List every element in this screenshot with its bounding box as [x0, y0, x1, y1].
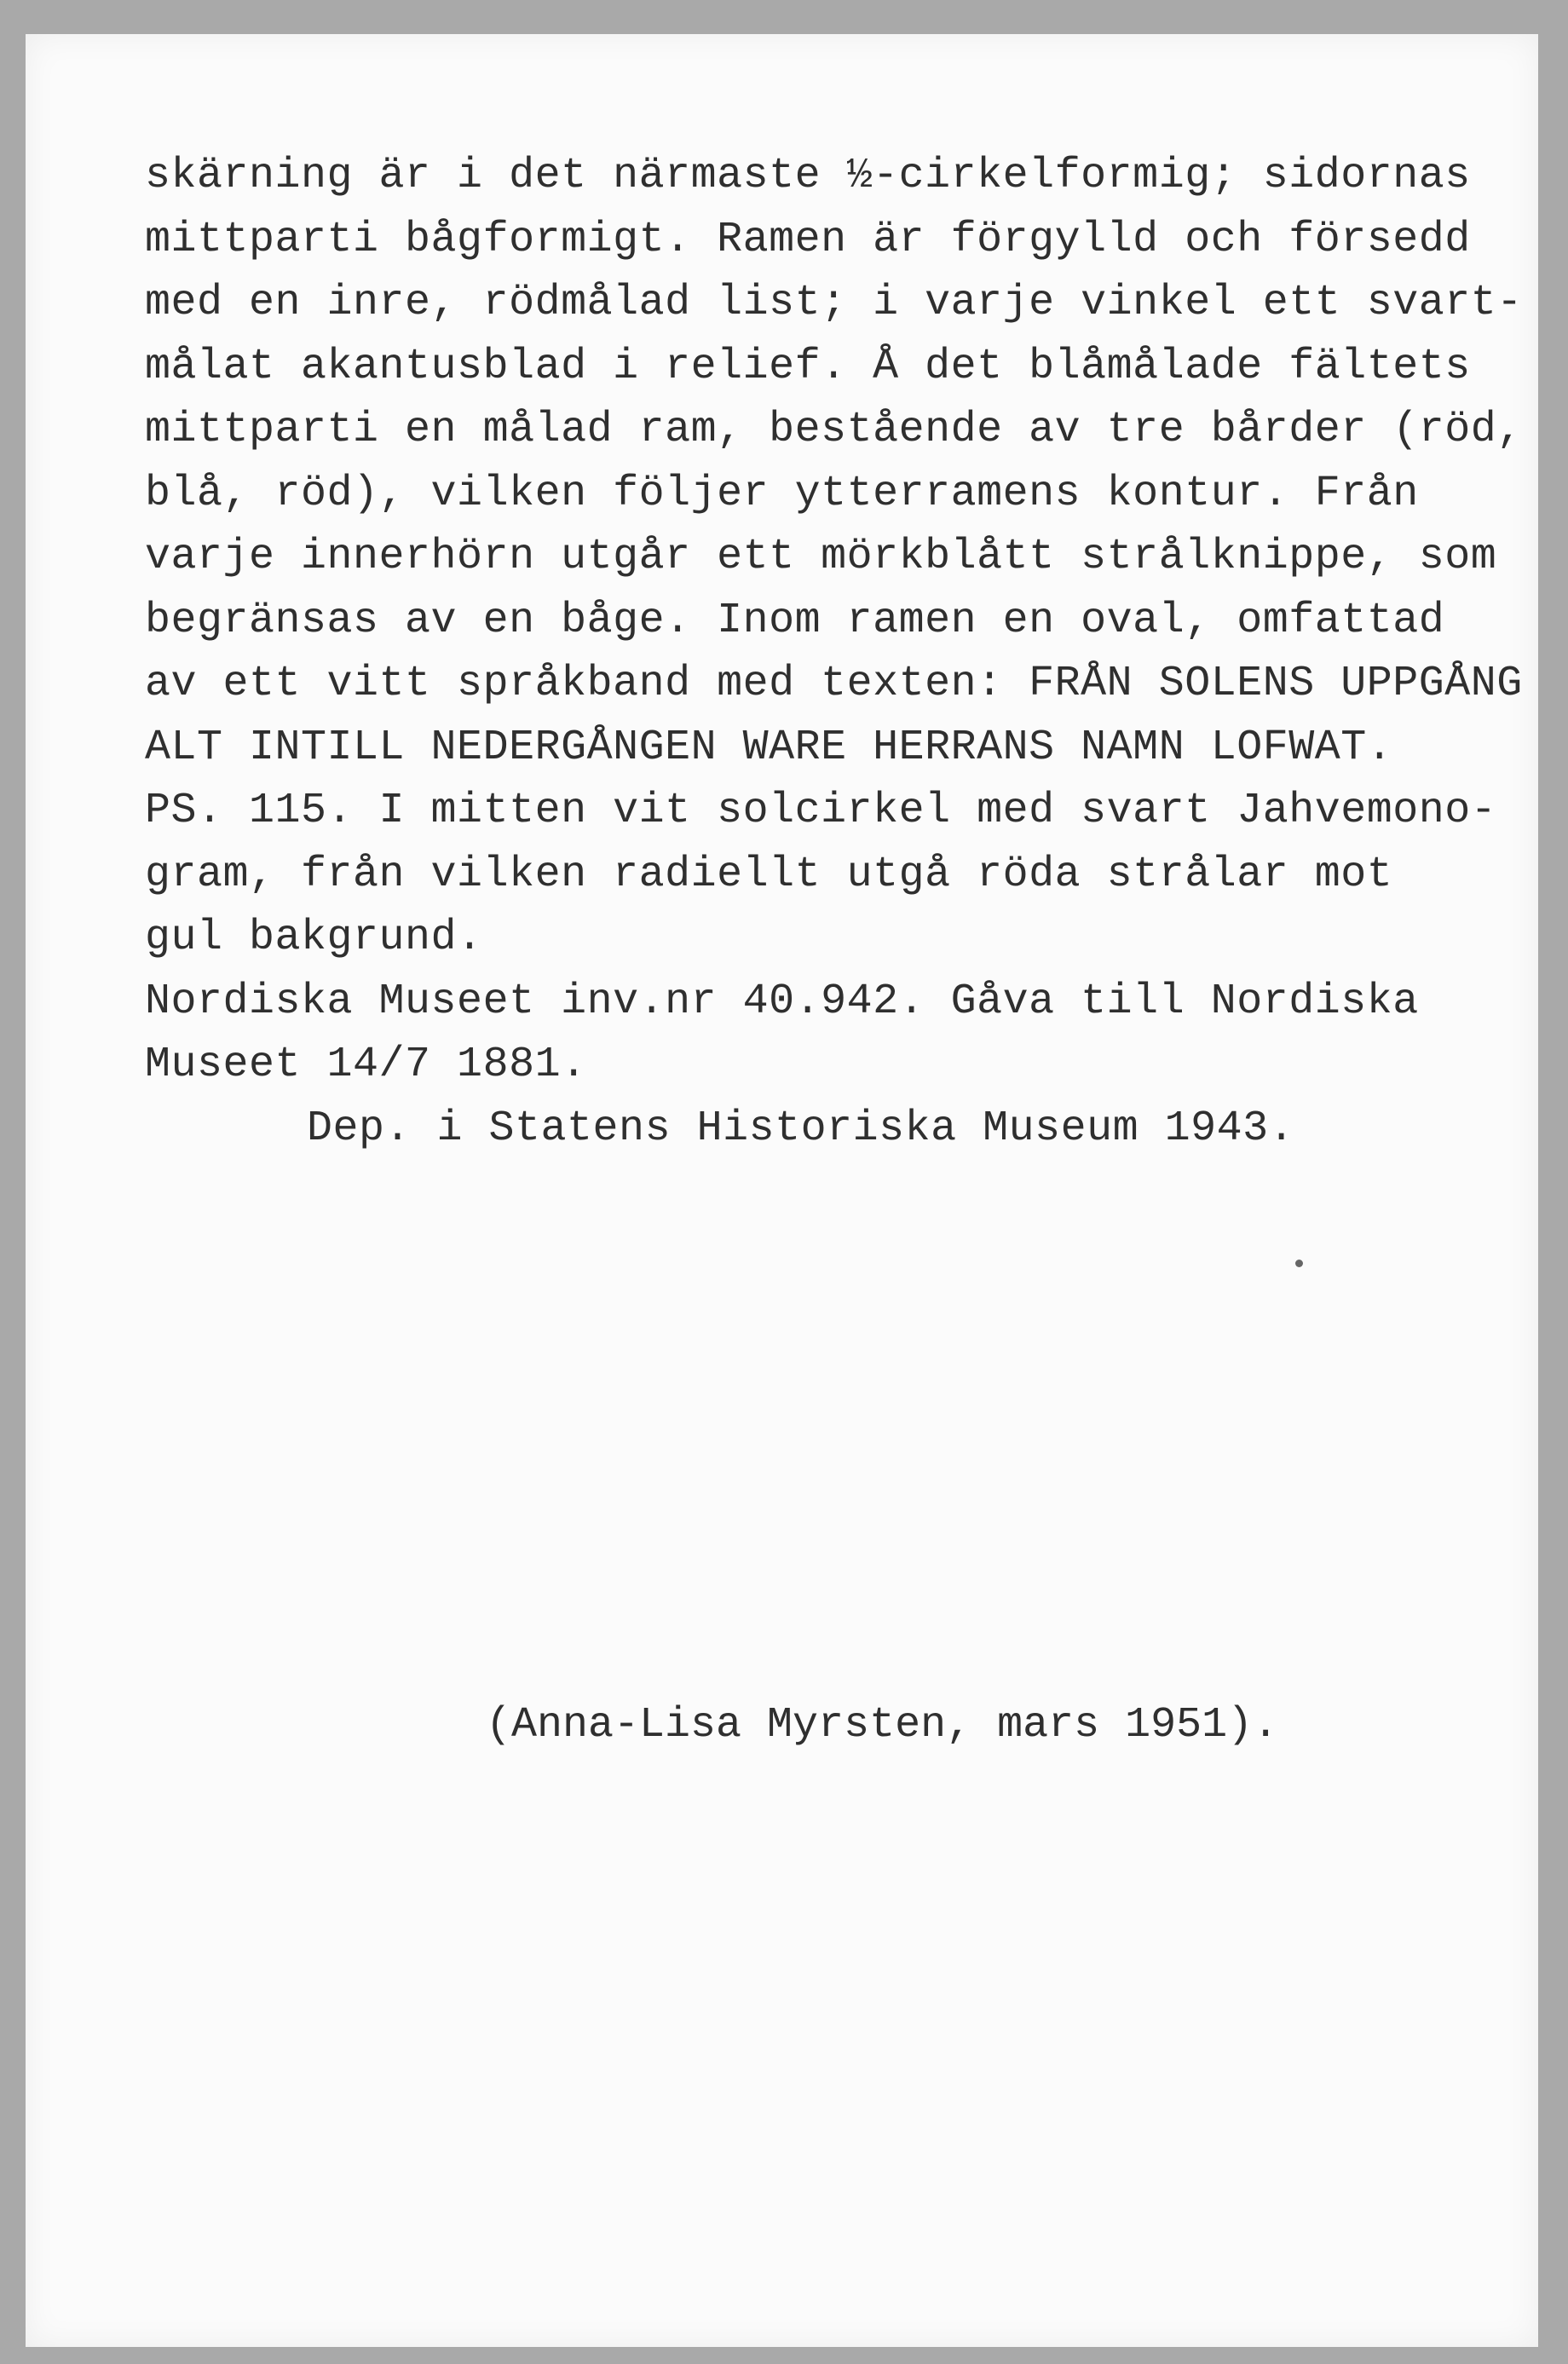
text-line: skärning är i det närmaste ½-cirkelformig; sidornas — [145, 152, 1471, 200]
text-line: mittparti en målad ram, bestående av tre bårder (röd, — [145, 406, 1523, 454]
text-line: Museet 14/7 1881. — [145, 1041, 587, 1089]
text-line-indented: Dep. i Statens Historiska Museum 1943. — [307, 1104, 1295, 1153]
text-line: målat akantusblad i relief. Å det blåmålade fältets — [145, 342, 1471, 391]
text-line: varje innerhörn utgår ett mörkblått strålknippe, som — [145, 533, 1497, 581]
paper-speck — [1295, 1260, 1303, 1267]
document-body — [145, 145, 1534, 1161]
text-line: gram, från vilken radiellt utgå röda strålar mot — [145, 850, 1393, 899]
text-line: begränsas av en båge. Inom ramen en oval, omfattad — [145, 596, 1445, 645]
text-line: mittparti bågformigt. Ramen är förgylld och försedd — [145, 215, 1471, 264]
text-line: blå, röd), vilken följer ytterramens kontur. Från — [145, 469, 1419, 518]
text-line: ALT INTILL NEDERGÅNGEN WARE HERRANS NAMN LOFWAT. — [145, 723, 1393, 772]
text-line: gul bakgrund. — [145, 914, 483, 962]
signature-line: (Anna-Lisa Myrsten, mars 1951). — [486, 1701, 1279, 1750]
document-page — [26, 34, 1538, 2347]
text-line: PS. 115. I mitten vit solcirkel med svart Jahvemono- — [145, 787, 1497, 835]
text-line: Nordiska Museet inv.nr 40.942. Gåva till Nordiska — [145, 977, 1419, 1026]
text-line: av ett vitt språkband med texten: FRÅN SOLENS UPPGÅNG — [145, 660, 1523, 708]
text-line: med en inre, rödmålad list; i varje vinkel ett svart- — [145, 279, 1523, 327]
